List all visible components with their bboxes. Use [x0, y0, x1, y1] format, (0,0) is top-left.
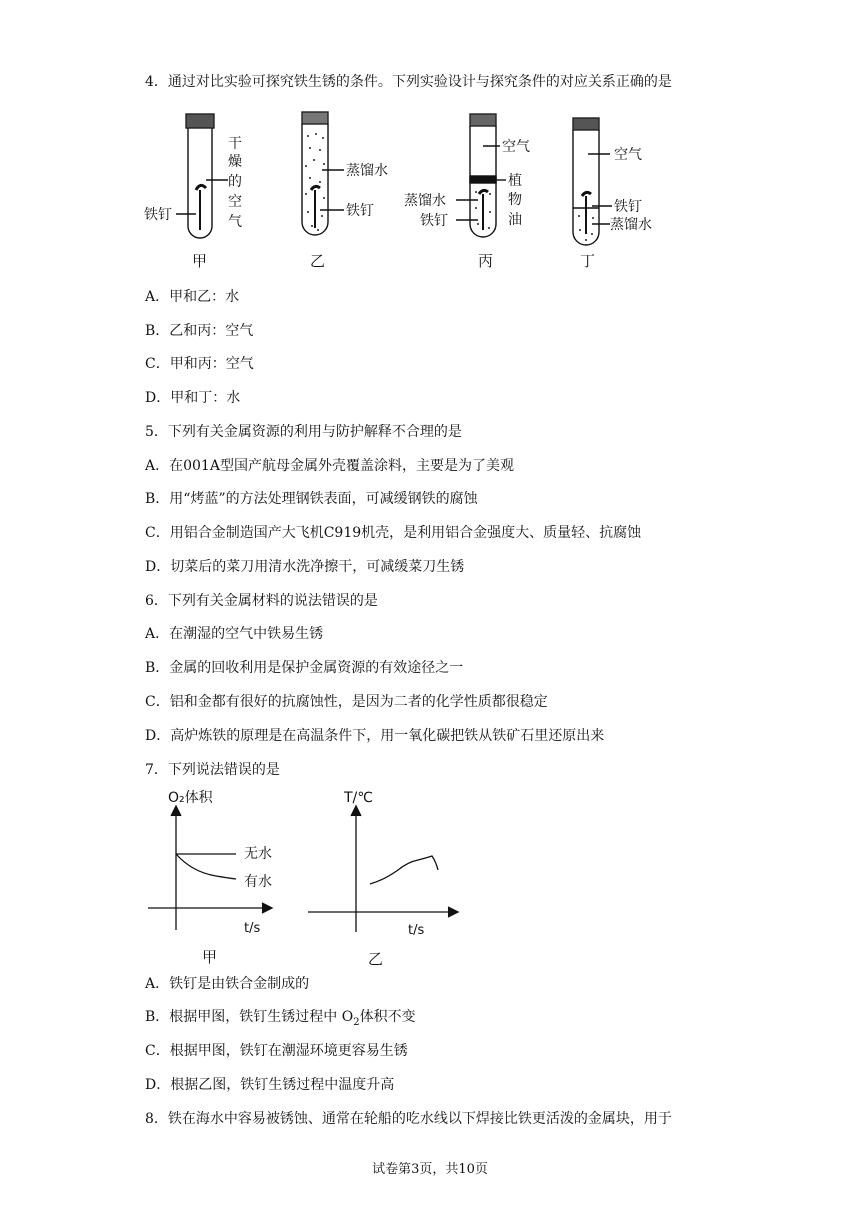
tube-1-label-v3: 空 — [228, 194, 242, 210]
graph-a-caption: 甲 — [202, 948, 218, 966]
q6-stem: 6．下列有关金属材料的说法错误的是 — [145, 593, 378, 609]
graph-b-figure — [300, 782, 470, 972]
q7-option-b — [145, 1007, 416, 1033]
tube-3-oil-label-1: 物 — [508, 192, 522, 208]
tube-2-caption: 乙 — [310, 252, 326, 270]
q7-option-d: D．根据乙图，铁钉生锈过程中温度升高 — [145, 1077, 395, 1093]
tube-4-nail-label: 铁钉 — [614, 199, 642, 215]
tube-3-graphic — [456, 114, 506, 237]
q5-option-c: C．用铝合金制造国产大飞机C919机壳，是利用铝合金强度大、质量轻、抗腐蚀 — [145, 525, 642, 541]
q7-stem: 7．下列说法错误的是 — [145, 762, 280, 778]
q8-stem: 8．铁在海水中容易被锈蚀、通常在轮船的吃水线以下焊接比铁更活泼的金属块，用于 — [145, 1111, 672, 1127]
tube-4-caption: 丁 — [580, 252, 596, 270]
q4-option-a: A．甲和乙：水 — [145, 289, 240, 305]
q5-stem: 5．下列有关金属资源的利用与防护解释不合理的是 — [145, 424, 462, 440]
graph-a-ylabel: O₂体积 — [168, 790, 213, 806]
tube-1-label-v0: 干 — [228, 136, 242, 152]
tube-3-air-label: 空气 — [502, 139, 530, 155]
q5-option-d: D．切菜后的菜刀用清水洗净擦干，可减缓菜刀生锈 — [145, 559, 465, 575]
q6-option-b: B．金属的回收利用是保护金属资源的有效途径之一 — [145, 660, 464, 676]
graph-a-figure — [140, 782, 290, 972]
q4-stem: 4．通过对比实验可探究铁生锈的条件。下列实验设计与探究条件的对应关系正确的是 — [145, 74, 672, 90]
graph-a-line1-label: 无水 — [244, 846, 272, 862]
q6-option-c: C．铝和金都有很好的抗腐蚀性，是因为二者的化学性质都很稳定 — [145, 694, 548, 710]
graph-a-line2-label: 有水 — [244, 874, 272, 890]
graph-a-xlabel: t/s — [244, 921, 261, 936]
tube-3-oil-label-2: 油 — [508, 212, 522, 228]
graph-b-ylabel: T/℃ — [344, 790, 373, 806]
graph-b-caption: 乙 — [368, 950, 384, 968]
q6-option-d: D．高炉炼铁的原理是在高温条件下，用一氧化碳把铁从铁矿石里还原出来 — [145, 728, 605, 744]
tube-3-caption: 丙 — [478, 252, 494, 270]
tube-3-water-label: 蒸馏水 — [404, 193, 446, 209]
tube-4-air-label: 空气 — [614, 147, 642, 163]
rust-tubes-figure — [140, 108, 700, 273]
tube-1-label-v4: 气 — [228, 214, 242, 230]
q5-option-a: A．在001A型国产航母金属外壳覆盖涂料，主要是为了美观 — [145, 458, 514, 474]
q7-option-b-post: 体积不变 — [359, 1009, 416, 1025]
q7-option-a: A．铁钉是由铁合金制成的 — [145, 976, 310, 992]
q6-option-a: A．在潮湿的空气中铁易生锈 — [145, 626, 324, 642]
graph-b-xlabel: t/s — [408, 923, 425, 938]
tube-2-nail-label: 铁钉 — [346, 203, 374, 219]
tube-2-water-label: 蒸馏水 — [346, 163, 388, 179]
tube-1-graphic — [176, 114, 228, 238]
page-footer: 试卷第3页，共10页 — [372, 1162, 488, 1177]
tube-3-oil-label-0: 植 — [508, 173, 522, 189]
graph-a-with-water-curve — [176, 854, 236, 879]
tube-4-water-label: 蒸馏水 — [610, 217, 652, 233]
tube-1-caption: 甲 — [192, 252, 208, 270]
q4-option-c: C．甲和丙：空气 — [145, 356, 254, 372]
tube-4-graphic — [573, 118, 612, 245]
graph-b-temperature-curve — [370, 856, 438, 884]
q5-option-b: B．用“烤蓝”的方法处理钢铁表面，可减缓钢铁的腐蚀 — [145, 491, 478, 507]
q4-option-d: D．甲和丁：水 — [145, 390, 241, 406]
q7-option-b-pre: B．根据甲图，铁钉生锈过程中 O — [145, 1009, 354, 1025]
tube-1-label-v2: 的 — [228, 174, 242, 190]
tube-1-nail-label: 铁钉 — [144, 207, 172, 223]
q4-option-b: B．乙和丙：空气 — [145, 323, 254, 339]
q7-option-b-sub: 2 — [353, 1016, 360, 1028]
tube-2-graphic — [302, 112, 344, 235]
tube-3-nail-label: 铁钉 — [420, 213, 448, 229]
q7-option-c: C．根据甲图，铁钉在潮湿环境更容易生锈 — [145, 1043, 408, 1059]
tube-1-label-v1: 燥 — [228, 154, 242, 170]
